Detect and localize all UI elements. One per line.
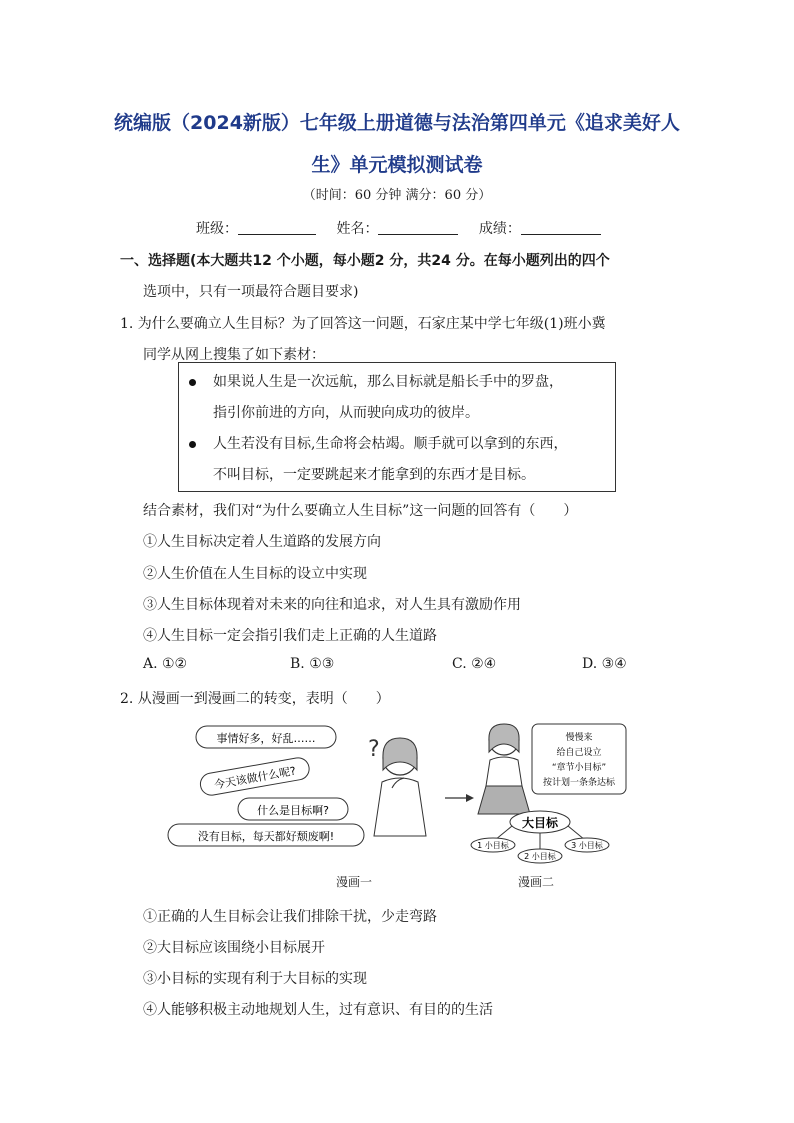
comic2-note bbox=[532, 724, 626, 794]
comic1-bubble-1 bbox=[196, 726, 336, 748]
comic1-bubble-4 bbox=[168, 824, 364, 846]
section-heading-line-2: 选项中，只有一项最符合题目要求) bbox=[143, 284, 359, 300]
q1-statement-4: ④人生目标一定会指引我们走上正确的人生道路 bbox=[143, 628, 437, 644]
exam-time-score: （时间：60 分钟 满分：60 分） bbox=[302, 188, 492, 203]
q2-statement-1: ①正确的人生目标会让我们排除干扰，少走弯路 bbox=[143, 909, 437, 925]
q1-stem-line-1: 1. 为什么要确立人生目标？为了回答这一问题，石家庄某中学七年级(1)班小冀 bbox=[120, 316, 606, 332]
q2-statement-3: ③小目标的实现有利于大目标的实现 bbox=[143, 971, 367, 987]
svg-text:什么是目标啊?: 什么是目标啊? bbox=[257, 804, 329, 817]
q1-statement-3: ③人生目标体现着对未来的向往和追求，对人生具有激励作用 bbox=[143, 597, 521, 613]
svg-text:今天该做什么呢?: 今天该做什么呢? bbox=[213, 764, 297, 792]
svg-text:1 小目标: 1 小目标 bbox=[477, 841, 509, 850]
q1-statement-2: ②人生价值在人生目标的设立中实现 bbox=[143, 566, 367, 582]
q1-statement-1: ①人生目标决定着人生道路的发展方向 bbox=[143, 534, 381, 550]
document-title-line-2: 生》单元模拟测试卷 bbox=[311, 154, 483, 176]
comic1-bubble-3 bbox=[238, 798, 348, 820]
planning-girl-figure bbox=[478, 724, 530, 814]
goal-tree bbox=[471, 811, 609, 863]
svg-text:慢慢来: 慢慢来 bbox=[565, 733, 593, 743]
name-label: 姓名： bbox=[336, 221, 379, 237]
q1-material-box bbox=[178, 362, 616, 492]
class-blank[interactable] bbox=[238, 220, 316, 235]
q1-question: 结合素材，我们对“为什么要确立人生目标”这一问题的回答有（ ） bbox=[143, 503, 578, 519]
svg-text:按计划一条条达标: 按计划一条条达标 bbox=[542, 778, 616, 788]
q1-option-b[interactable]: B. ①③ bbox=[290, 656, 335, 672]
svg-text:事情好多，好乱……: 事情好多，好乱…… bbox=[216, 732, 316, 745]
section-heading-line-1: 一、选择题(本大题共12 个小题，每小题2 分，共24 分。在每小题列出的四个 bbox=[120, 253, 610, 269]
comic2-caption: 漫画二 bbox=[518, 875, 555, 889]
q2-statement-2: ②大目标应该围绕小目标展开 bbox=[143, 940, 325, 956]
class-label: 班级： bbox=[196, 221, 238, 237]
score-label: 成绩： bbox=[478, 221, 521, 237]
svg-text:没有目标，每天都好颓废啊!: 没有目标，每天都好颓废啊! bbox=[197, 830, 335, 843]
document-title-line-1: 统编版（2024新版）七年级上册道德与法治第四单元《追求美好人 bbox=[114, 112, 680, 134]
svg-text:3 小目标: 3 小目标 bbox=[571, 841, 603, 850]
comic1-caption: 漫画一 bbox=[336, 875, 373, 889]
svg-text:给自己设立: 给自己设立 bbox=[556, 748, 602, 758]
score-blank[interactable] bbox=[521, 220, 601, 235]
name-blank[interactable] bbox=[378, 220, 458, 235]
q2-stem: 2. 从漫画一到漫画二的转变，表明（ ） bbox=[120, 691, 390, 707]
q2-statement-4: ④人能够积极主动地规划人生，过有意识、有目的的生活 bbox=[143, 1002, 493, 1018]
bullet-icon bbox=[189, 441, 196, 448]
svg-text:大目标: 大目标 bbox=[521, 816, 559, 830]
svg-text:“章节小目标”: “章节小目标” bbox=[551, 763, 607, 773]
q1-stem-line-2: 同学从网上搜集了如下素材： bbox=[143, 347, 325, 363]
bullet-icon bbox=[189, 379, 196, 386]
material-2-line-1: 人生若没有目标,生命将会枯竭。顺手就可以拿到的东西， bbox=[213, 436, 568, 452]
comic1-bubble-2 bbox=[199, 756, 311, 797]
material-1-line-2: 指引你前进的方向，从而驶向成功的彼岸。 bbox=[213, 405, 479, 421]
transition-arrow bbox=[445, 794, 474, 802]
q1-option-a[interactable]: A. ①② bbox=[143, 656, 188, 672]
q1-option-c[interactable]: C. ②④ bbox=[452, 656, 497, 672]
confused-girl-figure bbox=[368, 737, 426, 836]
q2-comic-illustration bbox=[160, 718, 640, 868]
svg-text:?: ? bbox=[368, 737, 380, 762]
student-info-fields bbox=[196, 218, 617, 238]
svg-text:2 小目标: 2 小目标 bbox=[524, 852, 556, 861]
material-1-line-1: 如果说人生是一次远航，那么目标就是船长手中的罗盘， bbox=[213, 374, 563, 390]
q1-option-d[interactable]: D. ③④ bbox=[582, 656, 627, 672]
material-2-line-2: 不叫目标，一定要跳起来才能拿到的东西才是目标。 bbox=[213, 467, 535, 483]
